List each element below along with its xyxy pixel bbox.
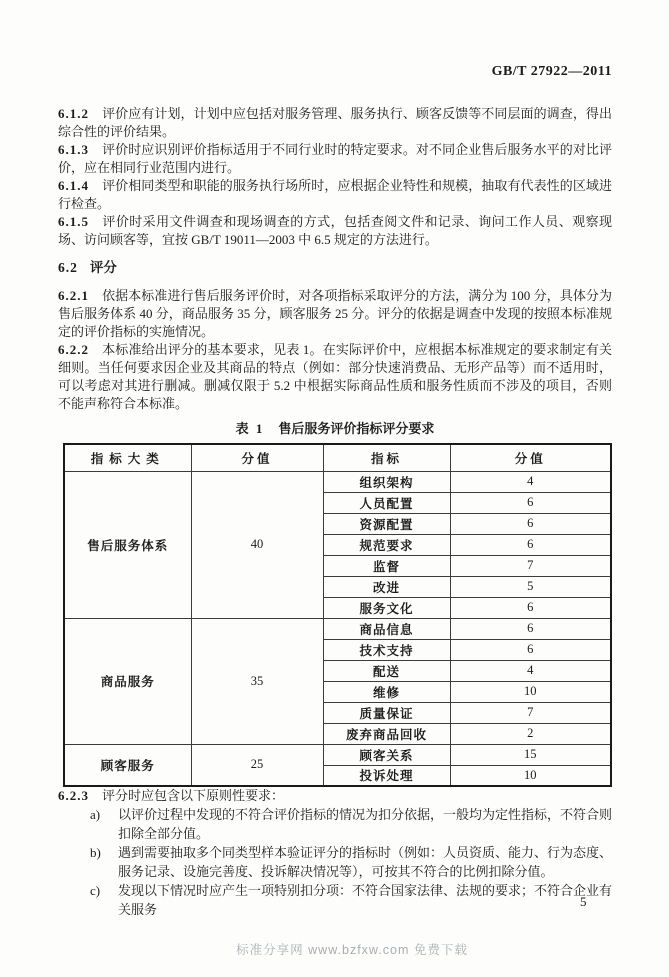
indicator-score-cell: 6 — [450, 513, 611, 534]
clause-number: 6.1.4 — [58, 178, 89, 193]
clause-paragraph — [58, 105, 612, 141]
indicator-cell: 组织架构 — [323, 471, 450, 492]
clause-number: 6.2.2 — [58, 342, 89, 357]
header-score-2: 分值 — [450, 444, 611, 471]
principle-item — [90, 881, 612, 919]
section-heading-6-2 — [58, 259, 612, 277]
indicator-cell: 人员配置 — [323, 492, 450, 513]
category-score-cell: 40 — [191, 471, 323, 618]
principle-text: 发现以下情况时应产生一项特别扣分项：不符合国家法律、法规的要求；不符合企业有关服务 — [118, 883, 613, 917]
principles-list — [90, 805, 612, 919]
indicator-cell: 废弃商品回收 — [323, 723, 450, 744]
indicator-score-cell: 6 — [450, 618, 611, 639]
page-number: 5 — [580, 894, 587, 909]
clause-paragraph — [58, 341, 612, 413]
clause-number: 6.2.1 — [58, 288, 89, 303]
clause-text: 评价应有计划，计划中应包括对服务管理、服务执行、顾客反馈等不同层面的调查，得出综合性的评价结果。 — [58, 106, 612, 139]
clause-6-2-3 — [58, 787, 612, 805]
clause-number: 6.1.2 — [58, 106, 89, 121]
score-table — [63, 443, 612, 787]
indicator-score-cell: 4 — [450, 471, 611, 492]
indicator-score-cell: 4 — [450, 660, 611, 681]
indicator-cell: 维修 — [323, 681, 450, 702]
watermark: 标准分享网 www.bzfxw.com 免费下载 — [236, 943, 468, 957]
section-title: 评分 — [89, 260, 117, 275]
principle-text: 遇到需要抽取多个同类型样本验证评分的指标时（例如：人员资质、能力、行为态度、服务记录、设施完善度、投诉解决情况等），可按其不符合的比例扣除分值。 — [118, 845, 613, 879]
clause-number: 6.1.3 — [58, 142, 89, 157]
table-row — [64, 618, 611, 639]
indicator-cell: 改进 — [323, 576, 450, 597]
indicator-cell: 监督 — [323, 555, 450, 576]
table-header-row — [64, 444, 611, 471]
clause-text: 评价时采用文件调查和现场调查的方式，包括查阅文件和记录、询问工作人员、观察现场、访问顾客等，宜按 GB/T 19011—2003 中 6.5 规定的方法进行。 — [58, 214, 612, 247]
table-row — [64, 744, 611, 765]
category-cell: 顾客服务 — [64, 744, 191, 786]
indicator-cell: 规范要求 — [323, 534, 450, 555]
principle-marker: c) — [90, 883, 101, 898]
indicator-cell: 质量保证 — [323, 702, 450, 723]
indicator-score-cell: 2 — [450, 723, 611, 744]
header-indicator: 指标 — [323, 444, 450, 471]
clause-paragraph — [58, 141, 612, 177]
category-cell: 商品服务 — [64, 618, 191, 744]
indicator-score-cell: 15 — [450, 744, 611, 765]
clause-paragraph — [58, 287, 612, 341]
table-title — [58, 420, 612, 438]
clause-number: 6.2.3 — [58, 788, 89, 803]
principle-item — [90, 843, 612, 881]
indicator-score-cell: 6 — [450, 492, 611, 513]
indicator-score-cell: 10 — [450, 681, 611, 702]
indicator-cell: 资源配置 — [323, 513, 450, 534]
principle-text: 以评价过程中发现的不符合评价指标的情况为扣分依据，一般均为定性指标，不符合则扣除全部分值。 — [118, 807, 613, 841]
clause-text: 依据本标准进行售后服务评价时，对各项指标采取评分的方法，满分为 100 分，具体分为售后服务体系 40 分，商品服务 35 分，顾客服务 25 分。评分的依据是调查中发现的按照本标准规定的评价指标的实施情况。 — [58, 288, 612, 339]
section-number: 6.2 — [58, 260, 78, 275]
indicator-score-cell: 6 — [450, 534, 611, 555]
indicator-cell: 商品信息 — [323, 618, 450, 639]
indicator-score-cell: 7 — [450, 555, 611, 576]
category-cell: 售后服务体系 — [64, 471, 191, 618]
principle-marker: a) — [90, 807, 101, 822]
indicator-cell: 技术支持 — [323, 639, 450, 660]
clause-paragraph — [58, 177, 612, 213]
table-label: 表 1 — [235, 421, 265, 436]
page-content — [58, 64, 612, 919]
clause-number: 6.1.5 — [58, 214, 89, 229]
header-indicator-category: 指标大类 — [64, 444, 191, 471]
clause-text: 评分时应包含以下原则性要求： — [102, 788, 285, 803]
clause-paragraph — [58, 213, 612, 249]
indicator-score-cell: 7 — [450, 702, 611, 723]
principle-item — [90, 805, 612, 843]
indicator-score-cell: 6 — [450, 597, 611, 618]
clause-text: 评价相同类型和职能的服务执行场所时，应根据企业特性和规模，抽取有代表性的区域进行检查。 — [58, 178, 612, 211]
category-score-cell: 35 — [191, 618, 323, 744]
doc-number: GB/T 27922—2011 — [491, 64, 612, 79]
indicator-cell: 投诉处理 — [323, 765, 450, 786]
clause-text: 本标准给出评分的基本要求，见表 1。在实际评价中，应根据本标准规定的要求制定有关细则。当任何要求因企业及其商品的特点（例如：部分快速消费品、无形产品等）而不适用时，可以考虑对其进行删减。删减仅限于 5.2 中根据实际商品性质和服务性质而不涉及的项目，否则不能声称符合本标准。 — [58, 342, 612, 411]
category-score-cell: 25 — [191, 744, 323, 786]
indicator-cell: 配送 — [323, 660, 450, 681]
indicator-score-cell: 5 — [450, 576, 611, 597]
table-title-text: 售后服务评价指标评分要求 — [278, 421, 435, 436]
header-score-1: 分值 — [191, 444, 323, 471]
table-row — [64, 471, 611, 492]
clauses-6-2 — [58, 287, 612, 413]
indicator-score-cell: 6 — [450, 639, 611, 660]
clauses-top — [58, 105, 612, 249]
clause-text: 评价时应识别评价指标适用于不同行业时的特定要求。对不同企业售后服务水平的对比评价，应在相同行业范围内进行。 — [58, 142, 612, 175]
indicator-cell: 顾客关系 — [323, 744, 450, 765]
principle-marker: b) — [90, 845, 101, 860]
indicator-score-cell: 10 — [450, 765, 611, 786]
indicator-cell: 服务文化 — [323, 597, 450, 618]
